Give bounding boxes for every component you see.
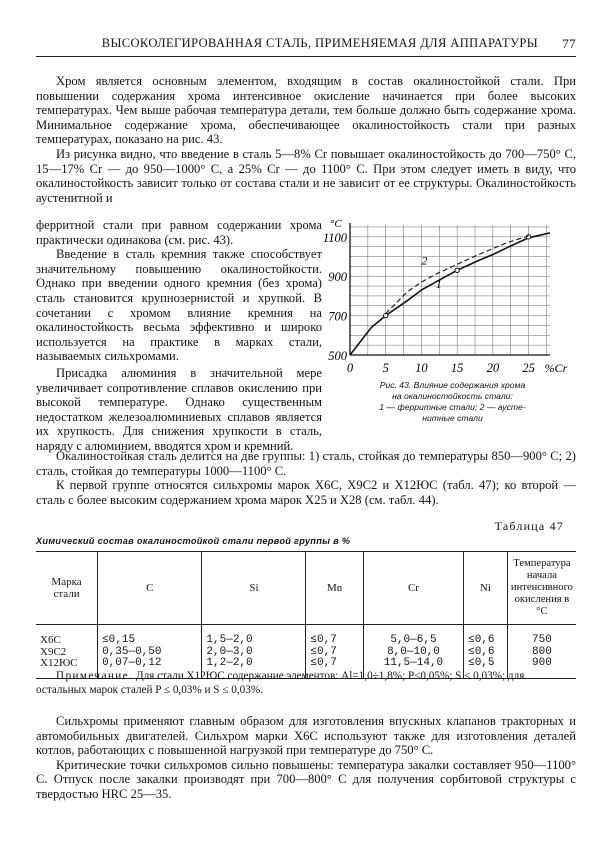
header-grade: Марка стали (36, 552, 98, 625)
data-point (384, 313, 388, 317)
curve-label: 2 (421, 253, 428, 268)
paragraph-chrome-intro: Хром является основным элементом, входящим в состав окалиностойкой стали. При повышении содержания хрома интенсивное окисление начинается при более высоких температурах. Чем выше рабочая температура детали, тем больше должно быть содержание хрома. Минимальное содержание хрома, обеспечивающее окалиностойкость стали при разных температурах, показано на рис. 43. (36, 74, 576, 147)
header-ni: Ni (464, 552, 508, 625)
note-text: Для стали Х12ЮС содержание элементов: Al=1,0÷1,8%; P≤0,05%; S ≤ 0,03%; для остальных марок сталей P ≤ 0,03% и S ≤ 0,03%. (36, 670, 525, 696)
table-title: Химический состав окалиностойкой стали первой группы в % (36, 536, 351, 546)
table-note (36, 670, 576, 697)
cell-c: 0,35—0,50 (98, 647, 202, 659)
table-number: Таблица 47 (494, 519, 564, 533)
cell-si: 1,2—2,0 (202, 658, 306, 670)
cell-c: 0,07—0,12 (98, 658, 202, 670)
cell-ni: ≤0,5 (464, 658, 508, 670)
paragraph-groups: Окалиностойкая сталь делится на две группы: 1) сталь, стойкая до температуры 850—900° С; 2) сталь, стойкая до температуры 1000—1100° С. (36, 449, 576, 478)
paragraph-first-group: К первой группе относятся сильхромы марок Х6С, Х9С2 и Х12ЮС (табл. 47); ко второй — сталь с более высоким содержанием хрома марок Х25 и Х28 (см. табл. 44). (36, 478, 576, 507)
x-tick-label: 25 (522, 361, 535, 375)
paragraph-critical-points: Критические точки сильхромов сильно повышены: температура закалки составляет 950—1100° С. Отпуск после закалки производят при 700—800° С для получения сорбитовой структуры с твердостью HRC 25—35. (36, 757, 576, 801)
caption-line-2: на окалиностойкость стали: (392, 391, 513, 401)
page-header (36, 36, 576, 57)
chart-grid (350, 225, 550, 355)
cell-temp: 800 (507, 647, 576, 659)
paragraph-silchrome-usage: Сильхромы применяют главным образом для изготовления впускных клапанов тракторных и автомобильных двигателей. Сильхром марки Х6С используют также для изготовления деталей котлов, работающих с повышенной нагрузкой при температуре до 750° С. (36, 714, 576, 758)
figure-caption (330, 380, 575, 424)
cell-grade: Х9С2 (40, 645, 67, 658)
left-column (36, 218, 322, 454)
chemical-composition-table (36, 551, 576, 679)
data-point (455, 268, 459, 272)
paragraph-silicon: Введение в сталь кремния также способствует значительному повышению окалиностойкости. Однако при введении одного кремния (без хрома) сталь становится крупнозернистой и хрупкой. В сочетании с хромом влияние кремния на окалиностойкость весьма эффективно и широко используется на практике в марках стали, называемых сильхромами. (36, 247, 322, 364)
chart-series (350, 233, 550, 355)
x-tick-label: 20 (486, 361, 500, 375)
y-tick-label: 700 (328, 309, 347, 324)
table-header-row (36, 552, 576, 625)
cell-mn: ≤0,7 (306, 635, 363, 647)
chart-ticks (323, 218, 568, 375)
paragraph-ferrite-austenite: ферритной стали при равном содержании хрома практически одинакова (см. рис. 43). (36, 218, 322, 247)
header-c: C (98, 552, 202, 625)
y-tick-label: 900 (328, 270, 347, 285)
cell-grade: Х6С (40, 634, 61, 646)
cell-grade: Х12ЮС (40, 657, 78, 670)
cell-si: 1,5—2,0 (202, 635, 306, 647)
cell-si: 2,0—3,0 (202, 647, 306, 659)
cell-cr: 5,0—6,5 (363, 635, 463, 647)
paragraph-aluminium: Присадка алюминия в значительной мере увеличивает сопротивление сплавов окислению при высокой температуре. Однако существенным недостатком железоалюминиевых сплавов является их хрупкость. Для снижения хрупкости в сталь, наряду с алюминием, вводятся хром и кремний. (36, 365, 322, 453)
curve-label: 1 (435, 277, 442, 292)
cell-mn: ≤0,7 (306, 647, 363, 659)
closing-block (36, 714, 576, 802)
paragraph-figure-analysis: Из рисунка видно, что введение в сталь 5—8% Cr повышает окалиностойкость до 700—750° С, 15—17% Cr — до 950—1000° С, а 25% Cr — до 1100° С. При этом следует иметь в виду, что окалиностойкость зависит только от состава стали и не зависит от ее структуры. Окалиностойкость аустенитной и (36, 146, 576, 205)
cell-temp: 900 (507, 658, 576, 670)
header-title: ВЫСОКОЛЕГИРОВАННАЯ СТАЛЬ, ПРИМЕНЯЕМАЯ ДЛЯ АППАРАТУРЫ (101, 36, 538, 50)
x-axis-label: %Cr (544, 361, 568, 375)
x-tick-label: 5 (382, 361, 389, 375)
cell-cr: 8,0—10,0 (363, 647, 463, 659)
header-cr: Cr (363, 552, 463, 625)
x-tick-label: 10 (415, 361, 428, 375)
caption-line-4: нитные стали (422, 413, 483, 423)
groups-block (36, 449, 576, 507)
cell-temp: 750 (507, 635, 576, 647)
cell-ni: ≤0,6 (464, 647, 508, 659)
note-label: Примечание. (56, 670, 134, 682)
header-oxidation-temp: Температура начала интенсивного окисления в °С (507, 552, 576, 625)
caption-line-1: Рис. 43. Влияние содержания хрома (379, 380, 526, 390)
header-si: Si (202, 552, 306, 625)
cell-cr: 11,5—14,0 (363, 658, 463, 670)
y-tick-label: 500 (328, 349, 347, 363)
table-row (36, 635, 576, 647)
x-tick-label: 0 (346, 361, 354, 375)
chart-chrome-oxidation (322, 205, 578, 380)
intro-block (36, 74, 576, 205)
page-number: 77 (562, 36, 576, 51)
caption-line-3: 1 — ферритные стали; 2 — аусте- (379, 402, 526, 412)
cell-mn: ≤0,7 (306, 658, 363, 670)
table-row (36, 658, 576, 670)
series-line-1 (350, 233, 550, 355)
y-tick-label: 1100 (322, 230, 347, 245)
y-axis-label: °C (330, 218, 342, 230)
cell-c: ≤0,15 (98, 635, 202, 647)
x-tick-label: 15 (450, 361, 464, 375)
header-mn: Mn (306, 552, 363, 625)
cell-ni: ≤0,6 (464, 635, 508, 647)
